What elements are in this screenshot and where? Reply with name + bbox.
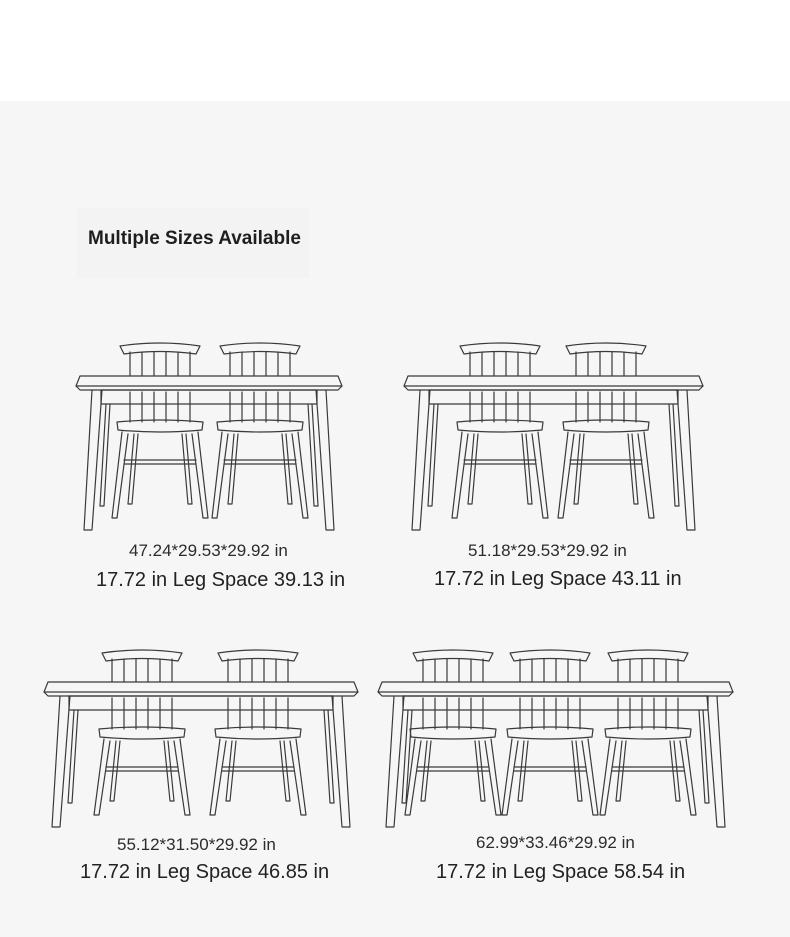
size-1-dimensions: 47.24*29.53*29.92 in <box>129 541 288 560</box>
section-heading: Multiple Sizes Available <box>77 208 309 278</box>
size-4-dimensions: 62.99*33.46*29.92 in <box>476 833 635 852</box>
size-3-dimensions: 55.12*31.50*29.92 in <box>117 835 276 854</box>
size-1-leg-space: 17.72 in Leg Space 39.13 in <box>96 569 346 591</box>
size-3-leg-space: 17.72 in Leg Space 46.85 in <box>80 861 330 883</box>
size-4-leg-space: 17.72 in Leg Space 58.54 in <box>436 861 686 883</box>
size-2-leg-space: 17.72 in Leg Space 43.11 in <box>434 568 682 590</box>
size-2-dimensions: 51.18*29.53*29.92 in <box>468 541 627 560</box>
